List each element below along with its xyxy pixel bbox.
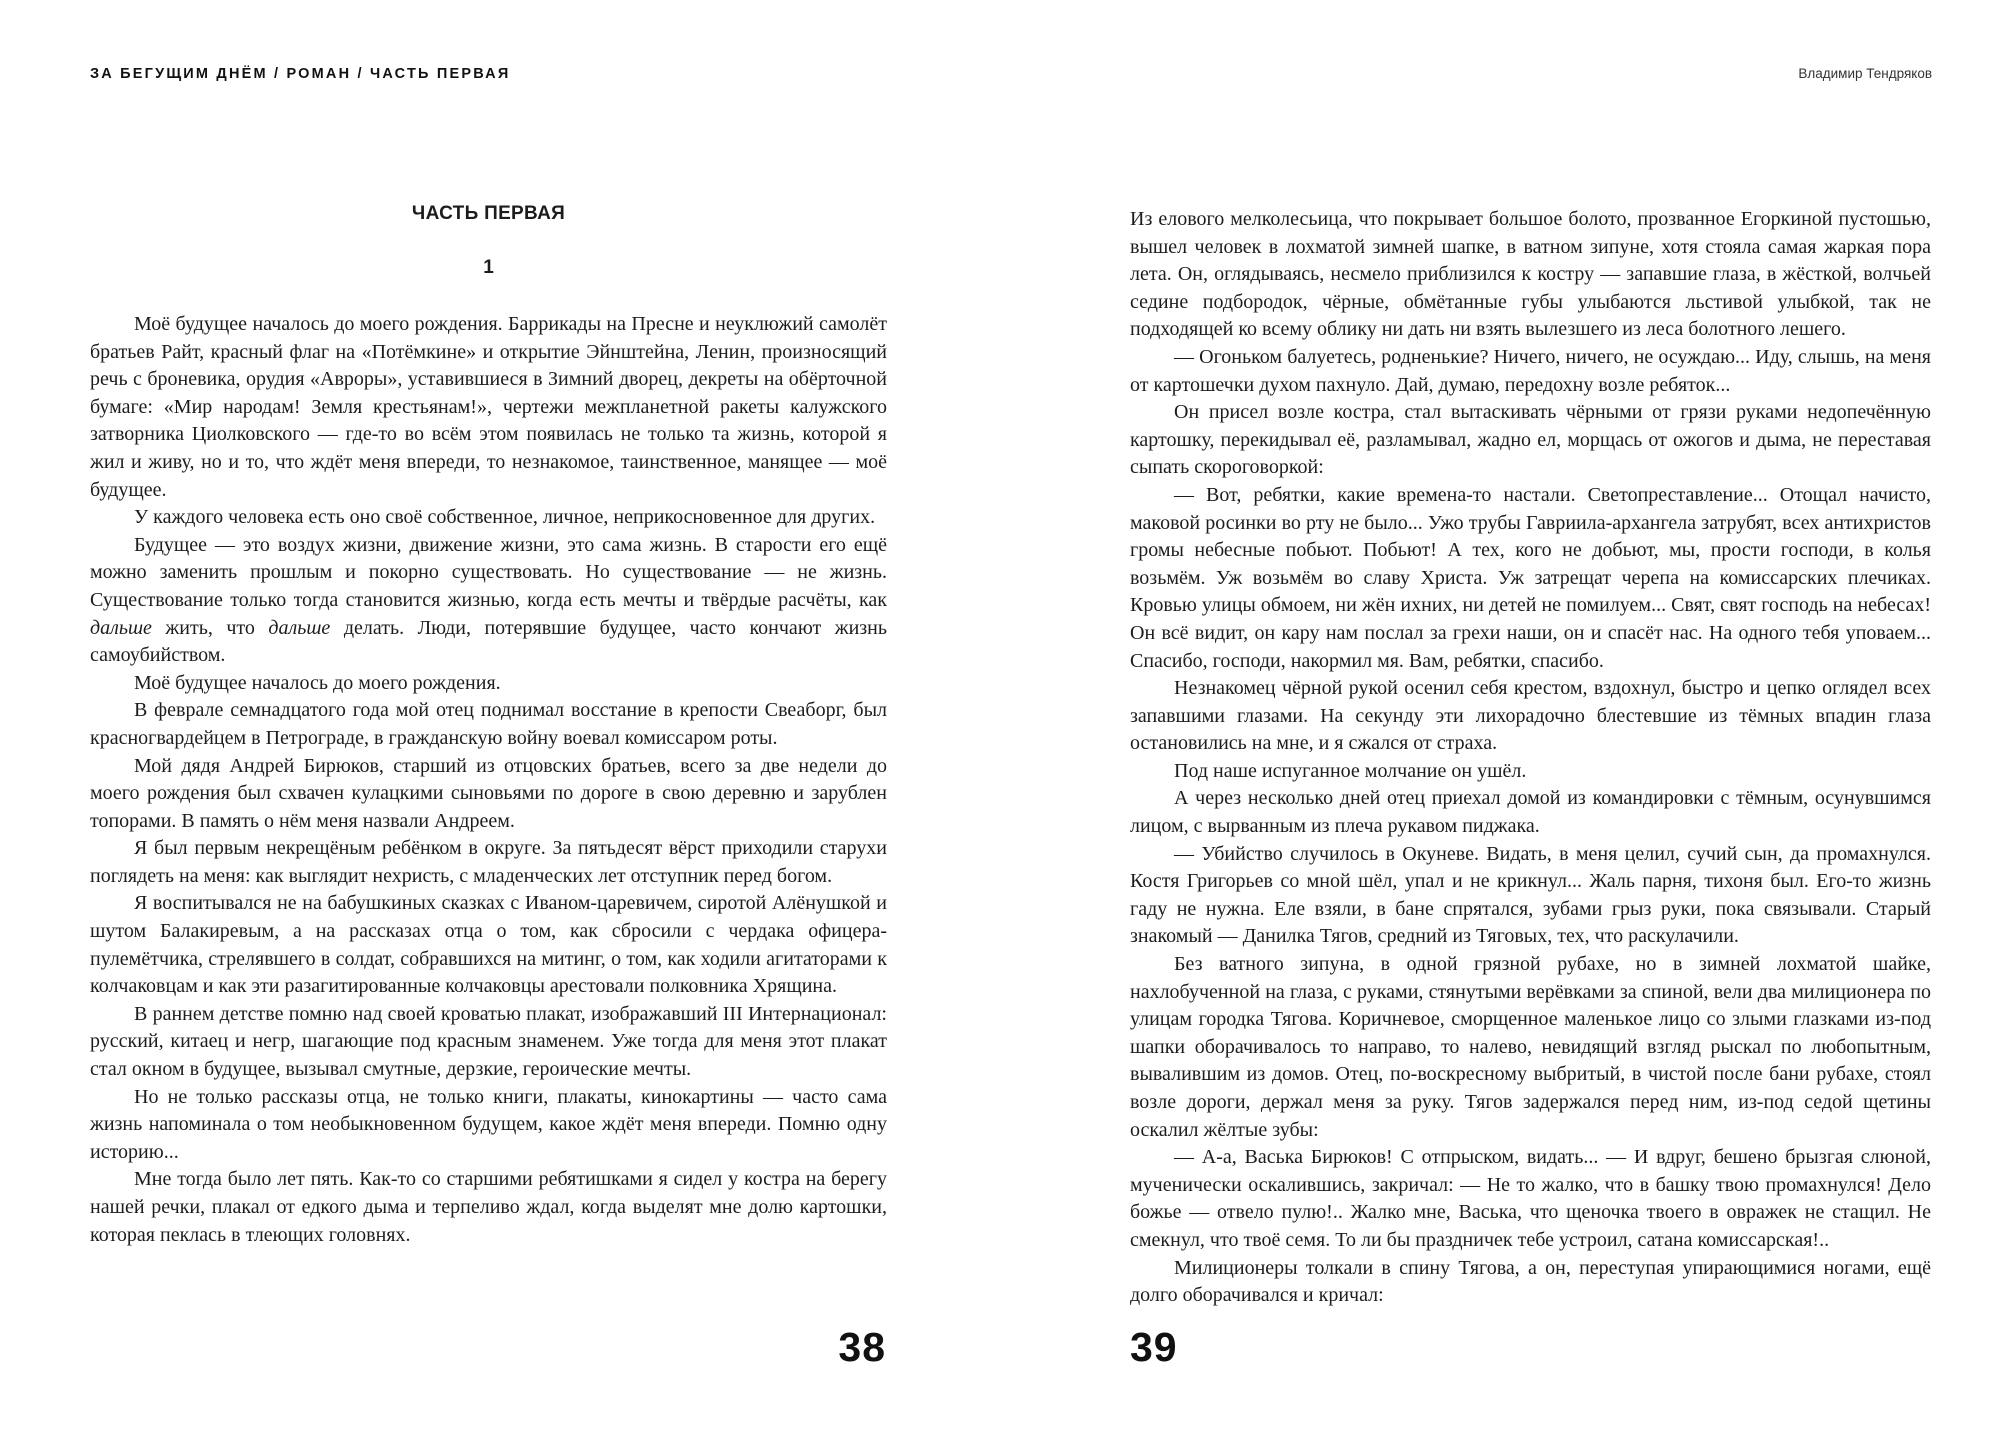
- running-head: ЗА БЕГУЩИМ ДНЁМ / РОМАН / ЧАСТЬ ПЕРВАЯ: [90, 66, 511, 82]
- paragraph: Я был первым некрещёным ребёнком в округе. За пятьдесят вёрст приходили старухи поглядеть на меня: как выглядит нехристь, с младенческих лет отступник перед богом.: [90, 837, 887, 887]
- paragraph-with-emphasis: [90, 532, 887, 670]
- paragraph: Я воспитывался не на бабушкиных сказках с Иваном-царевичем, сиротой Алёнушкой и шутом Балакиревым, а на рассказах отца о том, как сбросили с чердака офицера-пулемётчика, стрелявшего в солдат, собравшихся на митинг, о том, как ходили агитаторами к колчаковцам и как эти разагитированные колчаковцы арестовали полковника Хрящина.: [90, 892, 887, 998]
- paragraph: А через несколько дней отец приехал домой из командировки с тёмным, осунувшимся лицом, с вырванным из плеча рукавом пиджака.: [1130, 787, 1931, 838]
- paragraph: Незнакомец чёрной рукой осенил себя крестом, вздохнул, быстро и цепко оглядел всех запавшими глазами. На секунду эти лихорадочно блестевшие из тёмных впадин глаза остановились на мне, и я сжался от страха.: [1130, 677, 1931, 755]
- paragraph: Мне тогда было лет пять. Как-то со старшими ребятишками я сидел у костра на берегу нашей речки, плакал от едкого дыма и терпеливо ждал, когда выделят мне долю картошки, которая пеклась в тлеющих головнях.: [90, 1168, 887, 1246]
- right-page: [1000, 0, 2000, 1454]
- paragraph: Моё будущее началось до моего рождения. Баррикады на Пресне и неуклюжий самолёт братьев Райт, красный флаг на «Потёмкине» и открытие Эйнштейна, Ленин, произносящий речь с броневика, орудия «Авроры», уставившиеся в Зимний дворец, декреты на обёрточной бумаге: «Мир народам! Земля крестьянам!», чертежи межпланетной ракеты калужского затворника Циолковского — где-то во всём этом появилась не только та жизнь, которой я жил и живу, но и то, что ждёт меня впереди, то незнакомое, таинственное, манящее — моё будущее.: [90, 313, 887, 501]
- paragraph: — Вот, ребятки, какие времена-то настали. Светопреставление... Отощал начисто, маковой росинки во рту не было... Ужо трубы Гавриила-архангела затрубят, всех антихристов громы небесные побьют. Побьют! А тех, кого не добьют, мы, прости господи, в колья возьмём. Уж возьмём во славу Христа. Уж затрещат черепа на комиссарских плечиках. Кровью улицы обмоем, ни жён ихних, ни детей не помилуем... Свят, свят господь на небесах! Он всё видит, он кару нам послал за грехи наши, он и спасёт нас. На одного тебя уповаем... Спасибо, господи, накормил мя. Вам, ребятки, спасибо.: [1130, 483, 1931, 672]
- left-body-text: [90, 311, 887, 1249]
- page-number: 39: [1130, 1324, 1178, 1370]
- author-name: Владимир Тендряков: [1798, 66, 1932, 81]
- paragraph: — Убийство случилось в Окуневе. Видать, в меня целил, сучий сын, да промахнулся. Костя Григорьев со мной шёл, упал и не крикнул... Жаль парня, тихоня был. Его-то жизнь гаду не нужна. Еле взяли, в бане спрятался, зубами грыз руки, пока связывали. Старый знакомый — Данилка Тягов, средний из Тяговых, тех, что раскулачили.: [1130, 842, 1931, 948]
- paragraph: Моё будущее началось до моего рождения.: [134, 671, 501, 694]
- part-title: ЧАСТЬ ПЕРВАЯ: [411, 203, 566, 224]
- emphasis: дальше: [90, 616, 152, 639]
- page-number: 38: [838, 1324, 886, 1370]
- paragraph: Из елового мелколесьица, что покрывает большое болото, прозванное Егоркиной пустошью, вышел человек в лохматой зимней шапке, в ватном зипуне, хотя стояла самая жаркая пора лета. Он, оглядываясь, несмело приблизился к костру — запавшие глаза, в жёсткой, волчьей седине подбородок, чёрные, обмётанные губы улыбаются льстивой улыбкой, так не подходящей ко всему облику ни дать ни взять вылезшего из леса болотного лешего.: [1130, 208, 1931, 341]
- paragraph: Милиционеры толкали в спину Тягова, а он, переступая упирающимися ногами, ещё долго оборачивался и кричал:: [1130, 1256, 1931, 1307]
- paragraph: Под наше испуганное молчание он ушёл.: [1174, 759, 1527, 782]
- paragraph: Мой дядя Андрей Бирюков, старший из отцовских братьев, всего за две недели до моего рождения был схвачен кулацкими сыновьями по дороге в свою деревню и зарублен топорами. В память о нём меня назвали Андреем.: [90, 754, 887, 832]
- paragraph-text: жить, что: [151, 616, 269, 639]
- paragraph: В раннем детстве помню над своей кроватью плакат, изображавший III Интернационал: русский, китаец и негр, шагающие под красным знаменем. Уже тогда для меня этот плакат стал окном в будущее, вызывал смутные, дерзкие, героические мечты.: [90, 1002, 887, 1081]
- paragraph: Но не только рассказы отца, не только книги, плакаты, кинокартины — часто сама жизнь напоминала о том необыкновенном будущем, какое ждёт меня впереди. Помню одну историю...: [90, 1085, 887, 1163]
- paragraph: — Огоньком балуетесь, родненькие? Ничего, ничего, не осуждаю... Иду, слышь, на меня от картошечки духом пахнуло. Дай, думаю, передохну возле ребяток...: [1130, 345, 1931, 396]
- paragraph-text: делать. Люди, потерявшие будущее, часто кончают жизнь самоубийством.: [90, 616, 887, 667]
- paragraph: Без ватного зипуна, в одной грязной рубахе, но в зимней лохматой шайке, нахлобученной на глаза, с руками, стянутыми верёвками за спиной, вели два милиционера по улицам городка Тягова. Коричневое, сморщенное маленькое лицо со злыми глазками из-под шапки оборачивалось то направо, то налево, невидящий взгляд рыскал по любопытным, вывалившим из домов. Отец, по-воскресному выбритый, в чистой после бани рубахе, стоял возле дороги, держал меня за руку. Тягов задержался перед ним, из-под седой щетины оскалил жёлтые зубы:: [1130, 953, 1931, 1141]
- chapter-number: 1: [483, 257, 494, 278]
- paragraph: — А-а, Васька Бирюков! С отпрыском, видать... — И вдруг, бешено брызгая слюной, мученически оскалившись, закричал: — Не то жалко, что в башку твою промахнулся! Дело божье — отвело пулю!.. Жалко мне, Васька, что щеночка твоего в овражек не стащил. Не смекнул, что твоё семя. То ли бы праздничек тебе устроил, сатана комиссарская!..: [1130, 1146, 1931, 1251]
- paragraph: В феврале семнадцатого года мой отец поднимал восстание в крепости Свеаборг, был красногвардейцем в Петрограде, в гражданскую войну воевал комиссаром роты.: [90, 699, 887, 749]
- right-body-text: [1130, 206, 1931, 1310]
- paragraph-text: Будущее — это воздух жизни, движение жизни, это сама жизнь. В старости его ещё можно заменить прошлым и покорно существовать. Но существование — не жизнь. Существование только тогда становится жизнью, когда есть мечты и твёрдые расчёты, как: [90, 533, 887, 611]
- paragraph: Он присел возле костра, стал вытаскивать чёрными от грязи руками недопечённую картошку, перекидывал её, разламывал, жадно ел, морщась от ожогов и дыма, не переставая сыпать скороговоркой:: [1130, 401, 1931, 479]
- emphasis: дальше: [268, 616, 331, 639]
- paragraph: У каждого человека есть оно своё собственное, личное, неприкосновенное для других.: [134, 506, 876, 529]
